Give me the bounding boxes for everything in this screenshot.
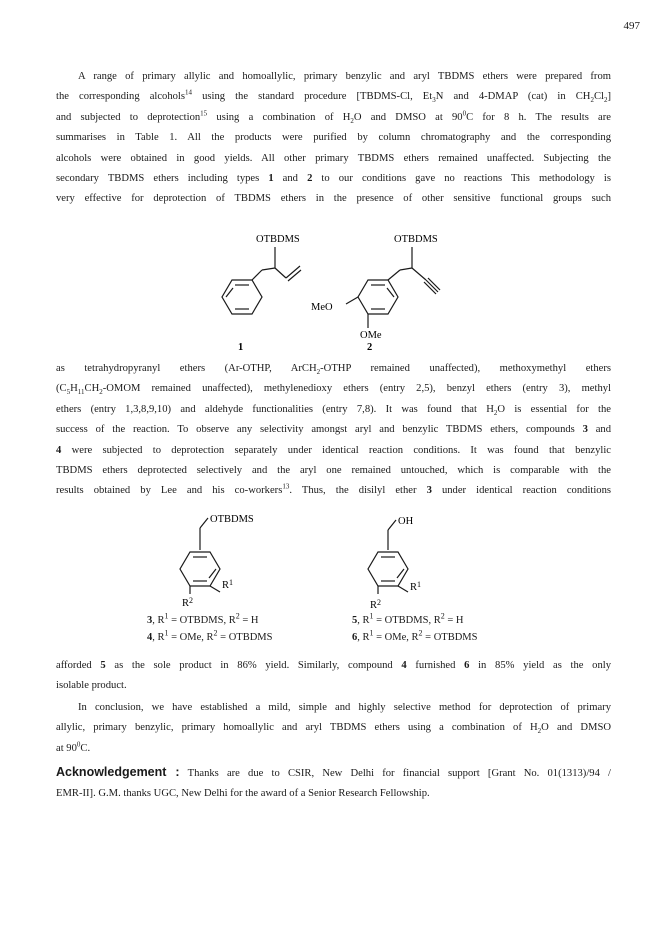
paragraph-conclusion: [56, 698, 611, 759]
text-line: ($C_5H_{11}CH_2$-OMOM remained unaffected), methylenedioxy ethers (entry 2,5), benzyl ethers (entry 3), methyl: [56, 383, 611, 397]
structure-5-r2: $R^2$: [370, 598, 382, 611]
ack-line-1: [56, 762, 611, 784]
structure-5-r1: $R^1$: [410, 580, 422, 593]
structure-1-label: 1: [238, 342, 244, 353]
text-line: alcohols were obtained in good yields. All other primary TBDMS ethers remained unaffected. Subjecting the: [56, 152, 611, 164]
ack-line-2: EMR-II]. G.M. thanks UGC, New Delhi for the award of a Senior Research Fellowship.: [56, 788, 430, 800]
structure-3-r1: $R^1$: [222, 578, 234, 591]
text-line: and subjected to deprotection$^{15}$ using a combination of $H_2O$ and DMSO at $90^0C$ for 8 h. The results are: [56, 109, 611, 125]
page-number: 497: [623, 20, 640, 32]
paragraph-intro: [56, 67, 611, 210]
text-line: In conclusion, we have established a mild, simple and highly selective method for deprotection of primary: [78, 702, 611, 713]
text-line: as tetrahydropyranyl ethers (Ar-OTHP, ArCH$_2$-OTHP remained unaffected), methoxymethyl ethers: [56, 363, 612, 377]
text-line: success of the reaction. To observe any selectivity amongst aryl and benzylic TBDMS ethers, compounds 3 and: [56, 424, 611, 436]
text-line: very effective for deprotection of TBDMS ethers in the presence of other sensitive functional groups such: [56, 193, 611, 205]
text-line: isolable product.: [56, 680, 127, 692]
structure-3-r2: $R^2$: [182, 596, 194, 609]
text-line: A range of primary allylic and homoallylic, primary benzylic and aryl TBDMS ethers were prepared from: [78, 71, 611, 82]
acknowledgement: [56, 762, 611, 805]
ack-text-1: Thanks are due to CSIR, New Delhi for financial support [Grant No. 01(1313)/94 /: [187, 768, 611, 779]
text-line: afforded 5 as the sole product in 86% yield. Similarly, compound 4 furnished 6 in 85% yield as the only: [56, 660, 612, 671]
paragraph-results: [56, 656, 611, 697]
text-line: ethers (entry 1,3,8,9,10) and aldehyde functionalities (entry 7,8). It was found that $H_2O$ is essential for the: [56, 403, 611, 417]
structure-1-group: OTBDMS: [256, 234, 300, 245]
text-line: allylic, primary benzylic, primary homoallylic and aryl TBDMS ethers using a combination of $H_2O$ and DMSO: [56, 722, 612, 736]
caption-5: 5, $R^1$ = OTBDMS, $R^2 = H$: [352, 611, 464, 626]
caption-4: 4, $R^1$ = OMe, $R^2$ = OTBDMS: [147, 628, 273, 643]
structure-2-group: OTBDMS: [394, 234, 438, 245]
text-line: TBDMS ethers deprotected selectively and the aryl one remained untouched, which is comparable with the: [56, 465, 611, 477]
structure-3-group: OTBDMS: [210, 514, 254, 525]
structure-2-ome: OMe: [360, 330, 382, 341]
structure-2-meo: MeO: [311, 302, 333, 313]
text-line: at $90^0C$.: [56, 740, 91, 754]
caption-6: 6, $R^1$ = OMe, $R^2$ = OTBDMS: [352, 628, 478, 643]
structure-5-group: OH: [398, 516, 414, 527]
structures-1-2: [180, 228, 500, 358]
caption-3: 3, $R^1$ = OTBDMS, $R^2 = H$: [147, 611, 259, 626]
text-line: secondary TBDMS ethers including types 1 and 2 to our conditions gave no reactions This methodology is: [56, 173, 611, 185]
structures-3-6: [160, 510, 500, 616]
ack-heading: Acknowledgement :: [56, 765, 180, 779]
text-line: the corresponding alcohols$^{14}$ using the standard procedure [TBDMS-Cl, $Et_3N$ and 4-DMAP (cat) in $CH_2Cl_2$]: [56, 88, 611, 105]
paragraph-selectivity: [56, 359, 611, 502]
text-line: results obtained by Lee and his co-workers$^{13}$. Thus, the disilyl ether 3 under identical reaction conditions: [56, 482, 611, 497]
structure-2-label: 2: [367, 342, 373, 353]
text-line: 4 were subjected to deprotection separately under identical reaction conditions. It was found that benzylic: [56, 444, 611, 456]
text-line: summarises in Table 1. All the products were purified by column chromatography and the corresponding: [56, 132, 611, 144]
